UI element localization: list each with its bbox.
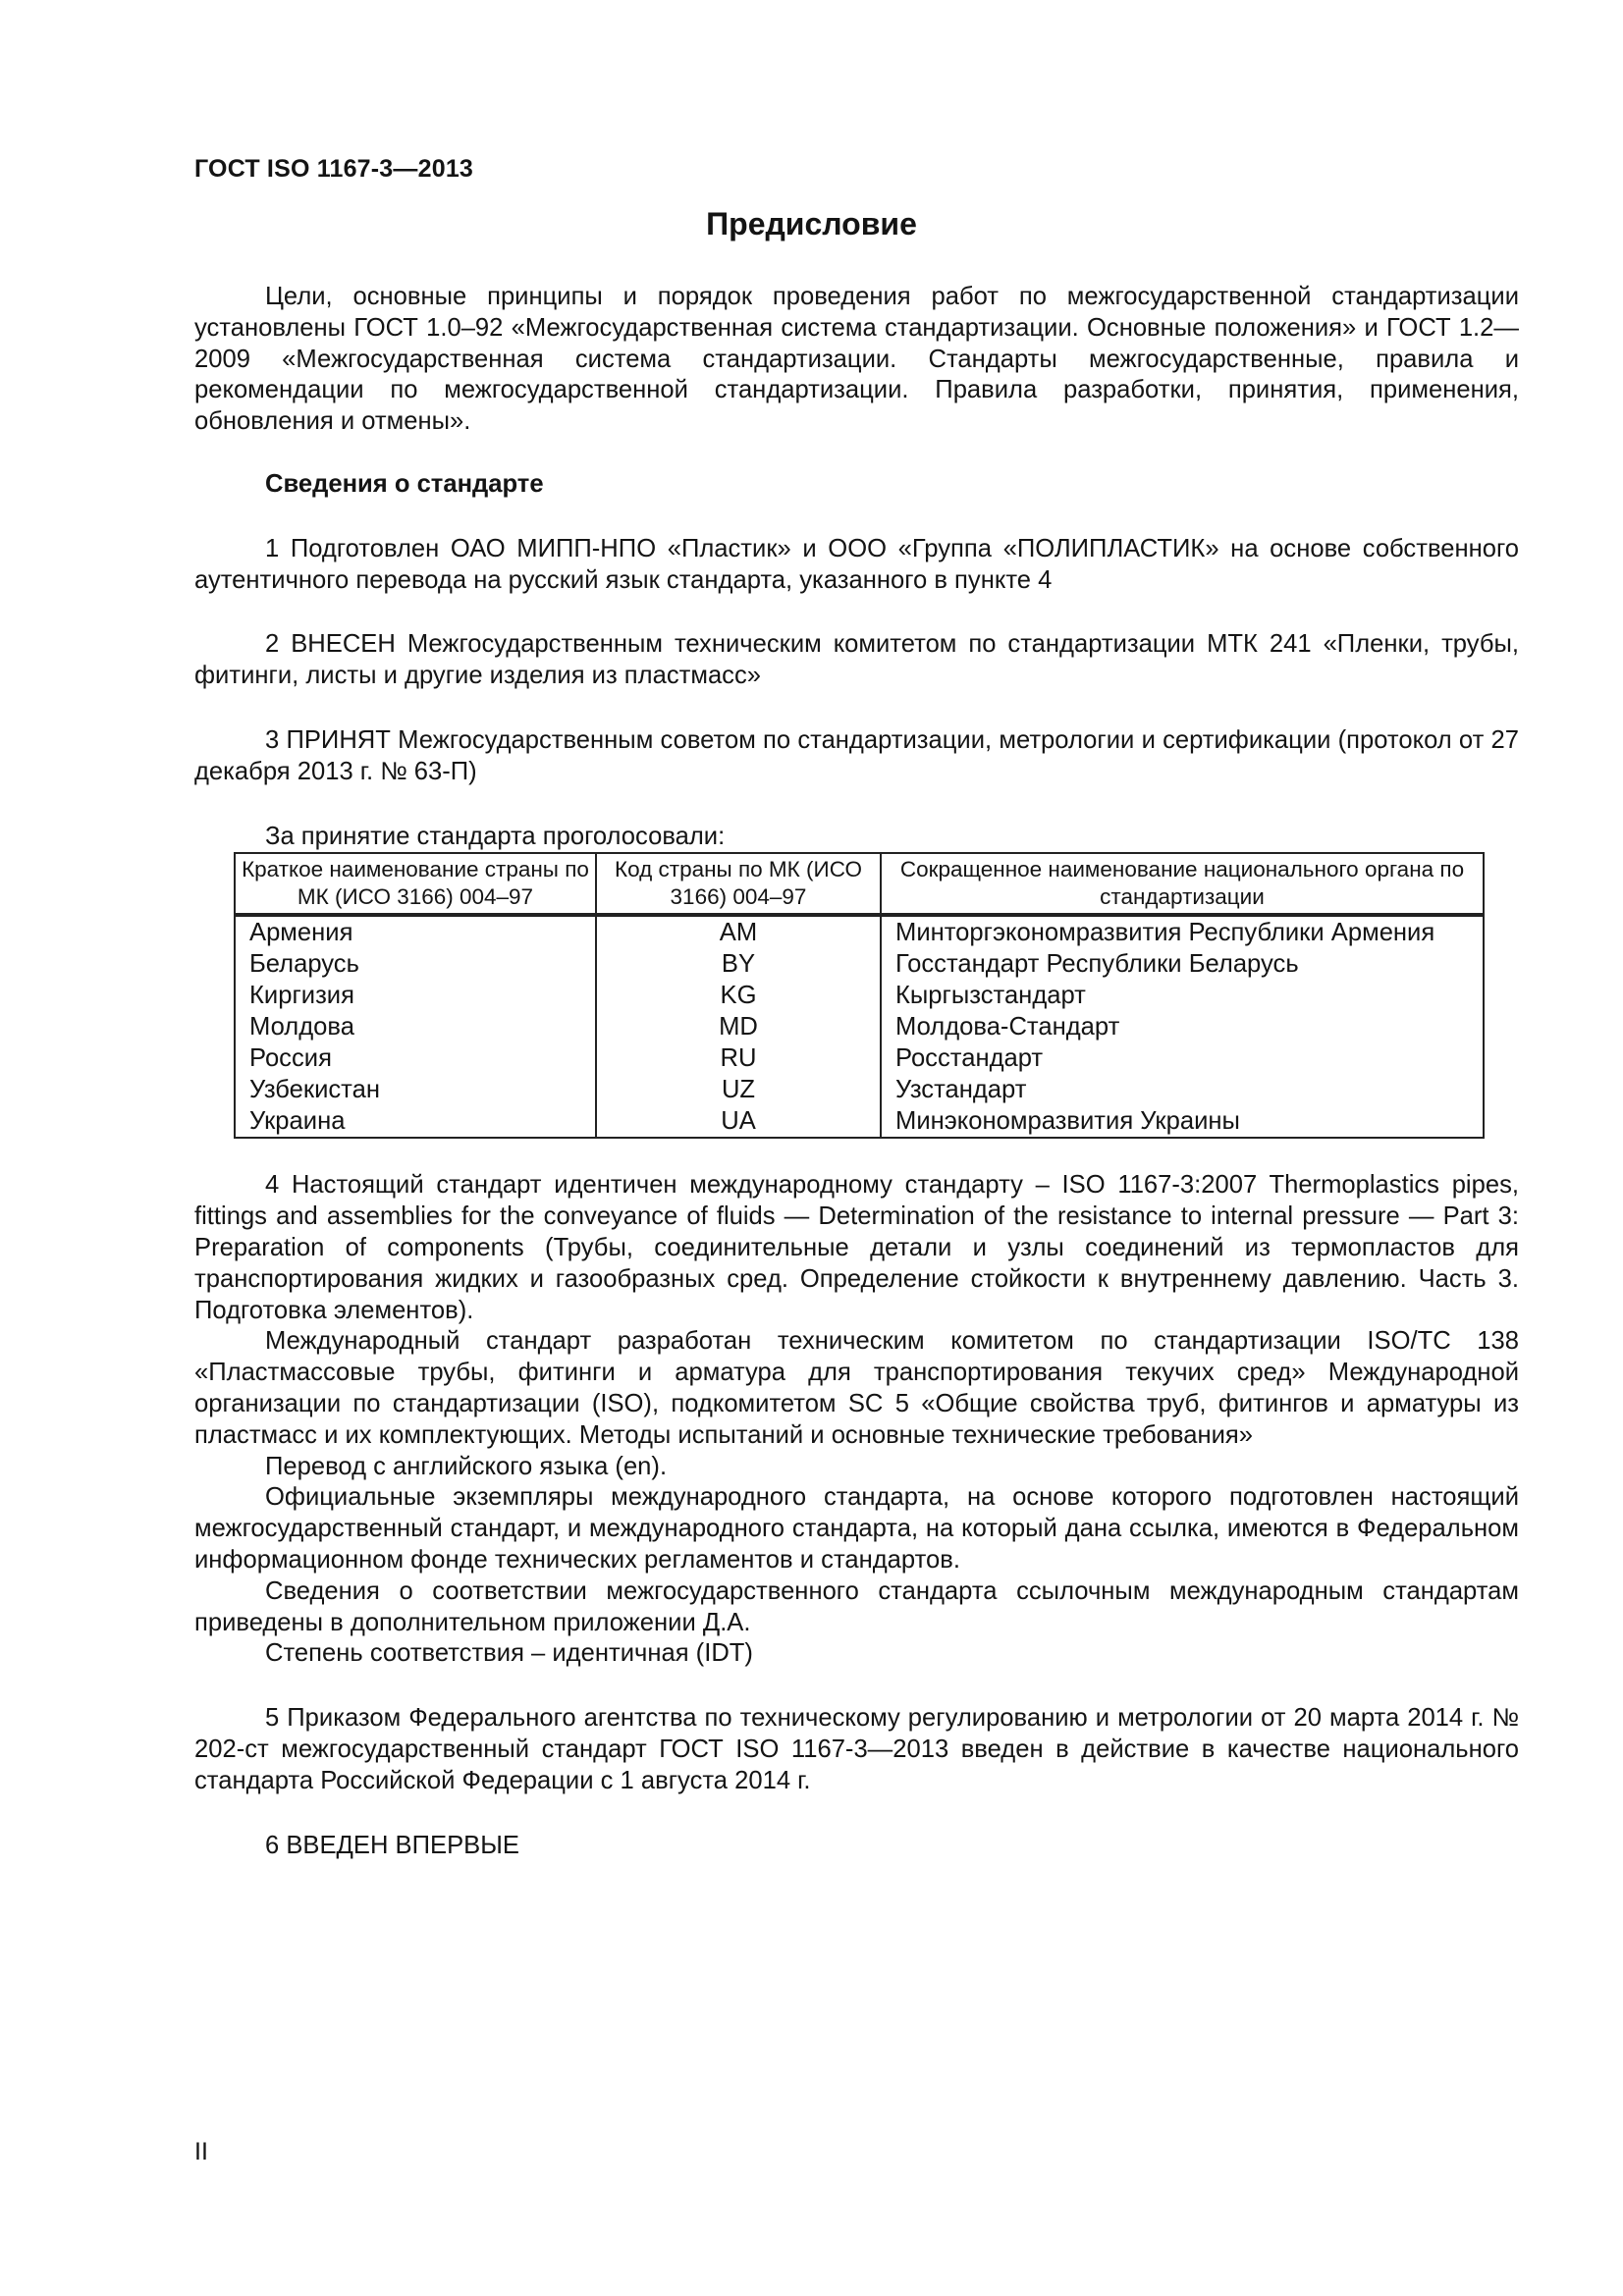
vote-label: За принятие стандарта проголосовали: bbox=[265, 822, 726, 850]
item-4-paragraph: 4 Настоящий стандарт идентичен международному стандарту – ISO 1167-3:2007 Thermoplastics pipes, fittings and assemblies for the conveyance of fluids — Determination of the resistance to internal pressure — Part 3: Preparation of components (Трубы, соединительные детали и узлы соединений из термопластов для транспортирования жидких и газообразных сред. Определение стойкости к внутреннему давлению. Часть 3. Подготовка элементов). bbox=[194, 1171, 1519, 1324]
country-cell: Украина bbox=[235, 1105, 596, 1138]
column-header-code: Код страны по МК (ИСО 3166) 004–97 bbox=[596, 853, 881, 915]
country-cell: Россия bbox=[235, 1042, 596, 1074]
item-6-paragraph: 6 ВВЕДЕН ВПЕРВЫЕ bbox=[265, 1831, 519, 1859]
foreword-body bbox=[194, 282, 1519, 1861]
column-header-body: Сокращенное наименование национального органа по стандартизации bbox=[881, 853, 1484, 915]
section-heading: Сведения о стандарте bbox=[265, 469, 544, 498]
code-cell: BY bbox=[596, 948, 881, 980]
country-cell: Молдова bbox=[235, 1011, 596, 1042]
body-cell: Минторгэкономразвития Республики Армения bbox=[881, 915, 1484, 948]
body-cell: Молдова-Стандарт bbox=[881, 1011, 1484, 1042]
body-cell: Росстандарт bbox=[881, 1042, 1484, 1074]
item-4-degree-paragraph: Степень соответствия – идентичная (IDT) bbox=[265, 1639, 753, 1668]
table-row bbox=[235, 1042, 1484, 1074]
table-header-row bbox=[235, 853, 1484, 915]
item-4-correspondence-paragraph: Сведения о соответствии межгосударственного стандарта ссылочным международным стандартам приведены в дополнительном приложении Д.А. bbox=[194, 1576, 1519, 1636]
item-1-paragraph: 1 Подготовлен ОАО МИПП-НПО «Пластик» и ООО «Группа «ПОЛИПЛАСТИК» на основе собственного аутентичного перевода на русский язык стандарта, указанного в пункте 4 bbox=[194, 534, 1519, 594]
body-cell: Минэкономразвития Украины bbox=[881, 1105, 1484, 1138]
code-cell: UA bbox=[596, 1105, 881, 1138]
body-cell: Узстандарт bbox=[881, 1074, 1484, 1105]
country-cell: Армения bbox=[235, 915, 596, 948]
code-cell: AM bbox=[596, 915, 881, 948]
country-cell: Узбекистан bbox=[235, 1074, 596, 1105]
table-row bbox=[235, 1074, 1484, 1105]
page-number: II bbox=[194, 2138, 208, 2165]
item-4-developer-paragraph: Международный стандарт разработан техническим комитетом по стандартизации ISO/TC 138 «Пластмассовые трубы, фитинги и арматура для транспортирования текучих сред» Международной организации по стандартизации (ISO), подкомитетом SC 5 «Общие свойства труб, фитингов и арматуры из пластмасс и их комплектующих. Методы испытаний и основные технические требования» bbox=[194, 1327, 1519, 1449]
body-cell: Кыргызстандарт bbox=[881, 980, 1484, 1011]
document-code: ГОСТ ISO 1167-3—2013 bbox=[194, 155, 474, 183]
table-row bbox=[235, 915, 1484, 948]
table-row bbox=[235, 1011, 1484, 1042]
item-3-paragraph: 3 ПРИНЯТ Межгосударственным советом по стандартизации, метрологии и сертификации (протокол от 27 декабря 2013 г. № 63-П) bbox=[194, 725, 1519, 785]
code-cell: RU bbox=[596, 1042, 881, 1074]
voting-countries-table bbox=[234, 852, 1485, 1139]
table-row bbox=[235, 980, 1484, 1011]
intro-paragraph: Цели, основные принципы и порядок проведения работ по межгосударственной стандартизации установлены ГОСТ 1.0–92 «Межгосударственная система стандартизации. Основные положения» и ГОСТ 1.2—2009 «Межгосударственная система стандартизации. Стандарты межгосударственные, правила и рекомендации по межгосударственной стандартизации. Правила разработки, принятия, применения, обновления и отмены». bbox=[194, 283, 1519, 436]
page-title: Предисловие bbox=[706, 206, 917, 241]
country-cell: Беларусь bbox=[235, 948, 596, 980]
code-cell: UZ bbox=[596, 1074, 881, 1105]
column-header-country: Краткое наименование страны по МК (ИСО 3166) 004–97 bbox=[235, 853, 596, 915]
table-row bbox=[235, 1105, 1484, 1138]
table-row bbox=[235, 948, 1484, 980]
item-4-copies-paragraph: Официальные экземпляры международного стандарта, на основе которого подготовлен настоящий межгосударственный стандарт, и международного стандарта, на который дана ссылка, имеются в Федеральном информационном фонде технических регламентов и стандартов. bbox=[194, 1483, 1519, 1574]
item-5-paragraph: 5 Приказом Федерального агентства по техническому регулированию и метрологии от 20 марта 2014 г. № 202-ст межгосударственный стандарт ГОСТ ISO 1167-3—2013 введен в действие в качестве национального стандарта Российской Федерации с 1 августа 2014 г. bbox=[194, 1704, 1519, 1794]
item-4-translation-paragraph: Перевод с английского языка (en). bbox=[265, 1452, 668, 1480]
code-cell: KG bbox=[596, 980, 881, 1011]
code-cell: MD bbox=[596, 1011, 881, 1042]
item-2-paragraph: 2 ВНЕСЕН Межгосударственным техническим комитетом по стандартизации МТК 241 «Пленки, трубы, фитинги, листы и другие изделия из пластмасс» bbox=[194, 630, 1519, 690]
body-cell: Госстандарт Республики Беларусь bbox=[881, 948, 1484, 980]
country-cell: Киргизия bbox=[235, 980, 596, 1011]
